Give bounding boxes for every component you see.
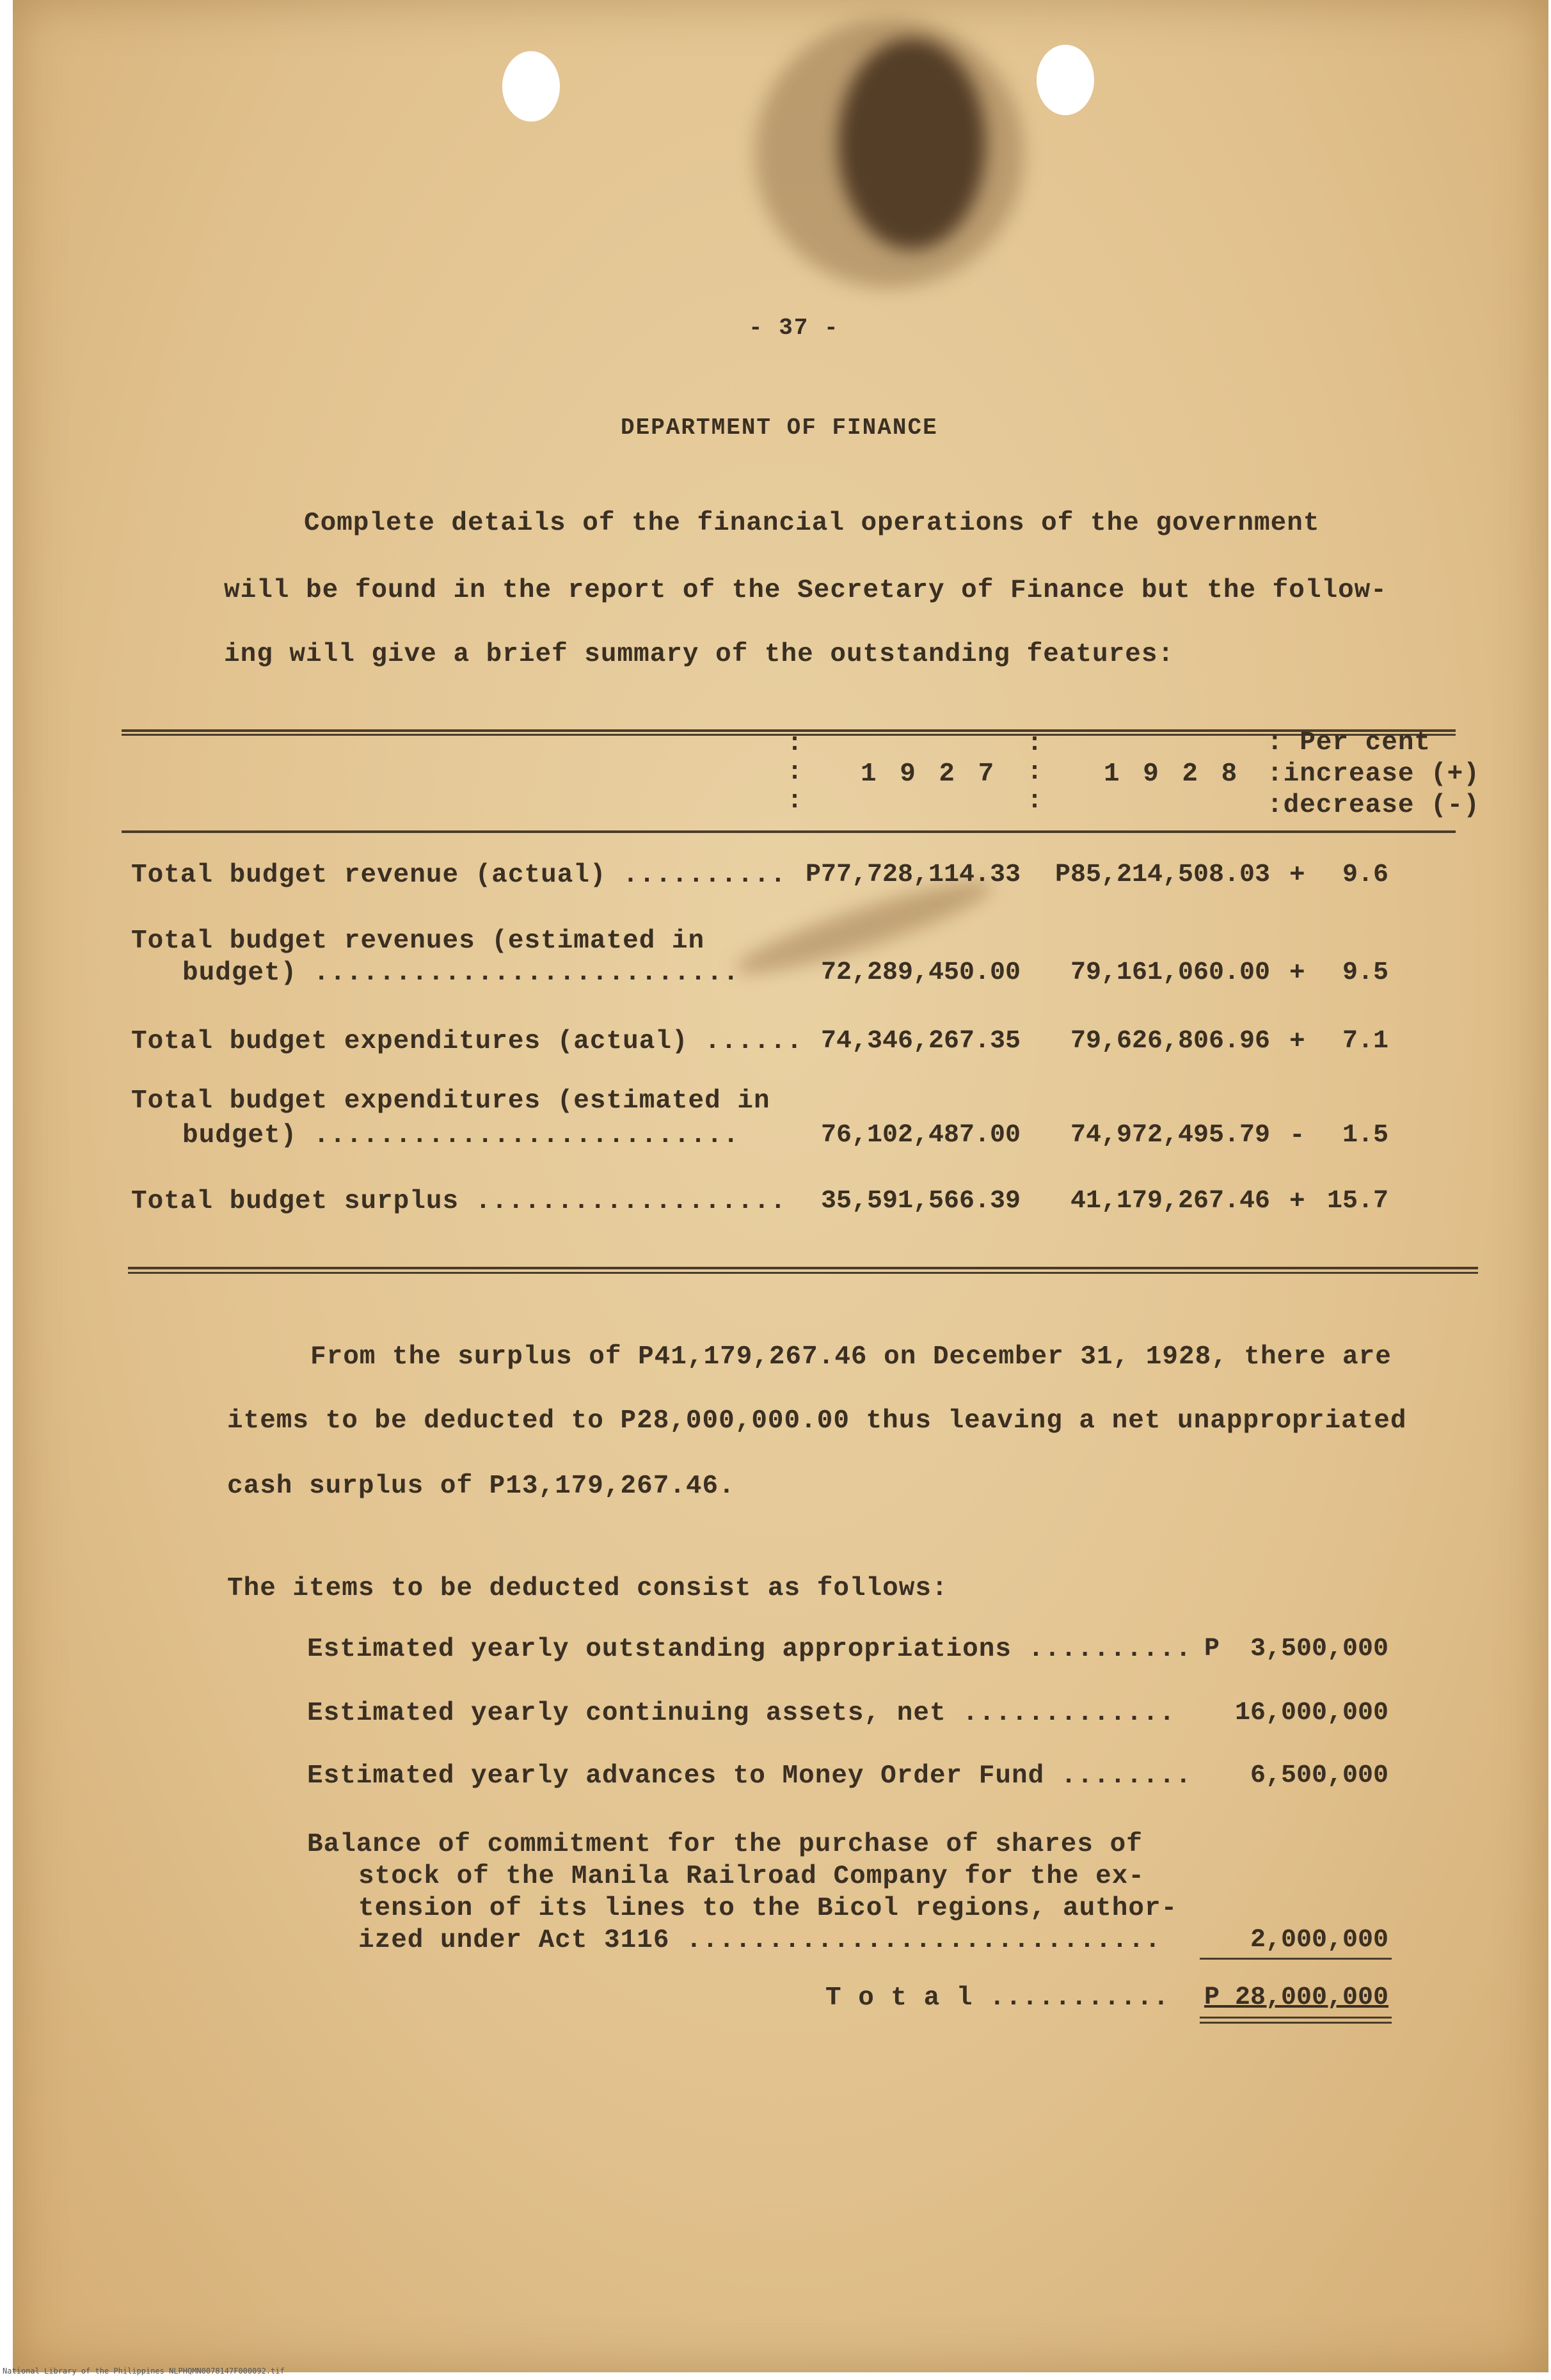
row-label: Total budget surplus ................... bbox=[131, 1187, 787, 1216]
row-sign: + bbox=[1289, 958, 1306, 988]
total-amount: P 28,000,000 bbox=[1204, 1983, 1388, 2012]
row-value-1927: 72,289,450.00 bbox=[820, 958, 1021, 987]
table-bottom-rule bbox=[128, 1272, 1478, 1274]
header-pct-line1: : Per cent bbox=[1267, 728, 1431, 758]
row-sign: + bbox=[1289, 861, 1306, 890]
row-label: Total budget revenues (estimated in bbox=[131, 926, 705, 956]
row-value-1928: 79,626,806.96 bbox=[1070, 1027, 1270, 1056]
row-value-1927: 35,591,566.39 bbox=[820, 1187, 1021, 1216]
punch-hole bbox=[502, 51, 560, 122]
document-page bbox=[13, 0, 1548, 2372]
deduction-item-cont: stock of the Manila Railroad Company for the ex- bbox=[358, 1862, 1145, 1891]
row-label-cont: budget) .......................... bbox=[182, 958, 740, 988]
deduction-amount: 6,500,000 bbox=[1250, 1761, 1388, 1790]
page-title: DEPARTMENT OF FINANCE bbox=[621, 415, 938, 441]
row-value-1928: P85,214,508.03 bbox=[1054, 861, 1270, 889]
row-value-1928: 74,972,495.79 bbox=[1070, 1121, 1270, 1150]
deductions-intro: The items to be deducted consist as follows: bbox=[227, 1574, 948, 1603]
row-label: Total budget expenditures (estimated in bbox=[131, 1086, 770, 1116]
ink-stain-halo bbox=[755, 19, 1024, 288]
col-separator: : : : bbox=[787, 729, 803, 816]
table-bottom-rule bbox=[128, 1267, 1478, 1269]
row-value-1927: 74,346,267.35 bbox=[820, 1027, 1021, 1056]
punch-hole bbox=[1037, 45, 1094, 115]
intro-line: Complete details of the financial operations of the government bbox=[304, 509, 1320, 538]
table-header-rule bbox=[122, 830, 1456, 833]
row-pct: 9.5 bbox=[1342, 958, 1388, 987]
subtotal-rule bbox=[1200, 1958, 1392, 1960]
row-value-1927: 76,102,487.00 bbox=[820, 1121, 1021, 1150]
row-label: Total budget revenue (actual) .......... bbox=[131, 861, 787, 890]
deduction-item: Estimated yearly continuing assets, net ............. bbox=[307, 1699, 1176, 1728]
total-double-rule bbox=[1200, 2022, 1392, 2024]
deduction-amount: 16,000,000 bbox=[1234, 1699, 1388, 1727]
header-pct-line3: :decrease (-) bbox=[1267, 791, 1480, 820]
page-number: - 37 - bbox=[749, 315, 839, 341]
row-sign: + bbox=[1289, 1027, 1306, 1056]
row-label-cont: budget) .......................... bbox=[182, 1121, 740, 1150]
intro-line: will be found in the report of the Secretary of Finance but the follow- bbox=[224, 576, 1387, 605]
row-value-1928: 41,179,267.46 bbox=[1070, 1187, 1270, 1216]
col-separator: : : : bbox=[1027, 729, 1043, 816]
scan-footer: National Library of the Philippines NLPHQMN0078147F000092.tif bbox=[3, 2367, 285, 2376]
surplus-line: cash surplus of P13,179,267.46. bbox=[227, 1472, 735, 1501]
header-1927: 1 9 2 7 bbox=[861, 759, 998, 789]
surplus-line: From the surplus of P41,179,267.46 on December 31, 1928, there are bbox=[310, 1342, 1392, 1372]
row-pct: 15.7 bbox=[1326, 1187, 1388, 1216]
total-label: T o t a l ........... bbox=[825, 1983, 1170, 2013]
deduction-item: Balance of commitment for the purchase of shares of bbox=[307, 1830, 1143, 1859]
row-label: Total budget expenditures (actual) ...... bbox=[131, 1027, 803, 1056]
deduction-amount: P 3,500,000 bbox=[1204, 1635, 1388, 1663]
deduction-item-cont: ized under Act 3116 ............................. bbox=[358, 1926, 1161, 1955]
surplus-line: items to be deducted to P28,000,000.00 thus leaving a net unappropriated bbox=[227, 1406, 1407, 1436]
row-pct: 9.6 bbox=[1342, 861, 1388, 889]
deduction-item: Estimated yearly advances to Money Order Fund ........ bbox=[307, 1761, 1192, 1791]
deduction-amount: 2,000,000 bbox=[1250, 1926, 1388, 1955]
row-value-1928: 79,161,060.00 bbox=[1070, 958, 1270, 987]
header-1928: 1 9 2 8 bbox=[1104, 759, 1241, 789]
row-pct: 1.5 bbox=[1342, 1121, 1388, 1150]
header-pct-line2: :increase (+) bbox=[1267, 759, 1480, 789]
total-double-rule bbox=[1200, 2017, 1392, 2019]
row-value-1927: P77,728,114.33 bbox=[805, 861, 1021, 889]
deduction-item: Estimated yearly outstanding appropriations .......... bbox=[307, 1635, 1192, 1664]
intro-line: ing will give a brief summary of the outstanding features: bbox=[224, 640, 1175, 669]
row-pct: 7.1 bbox=[1342, 1027, 1388, 1056]
deduction-item-cont: tension of its lines to the Bicol regions, author- bbox=[358, 1894, 1178, 1923]
row-sign: + bbox=[1289, 1187, 1306, 1216]
row-sign: - bbox=[1289, 1121, 1306, 1150]
